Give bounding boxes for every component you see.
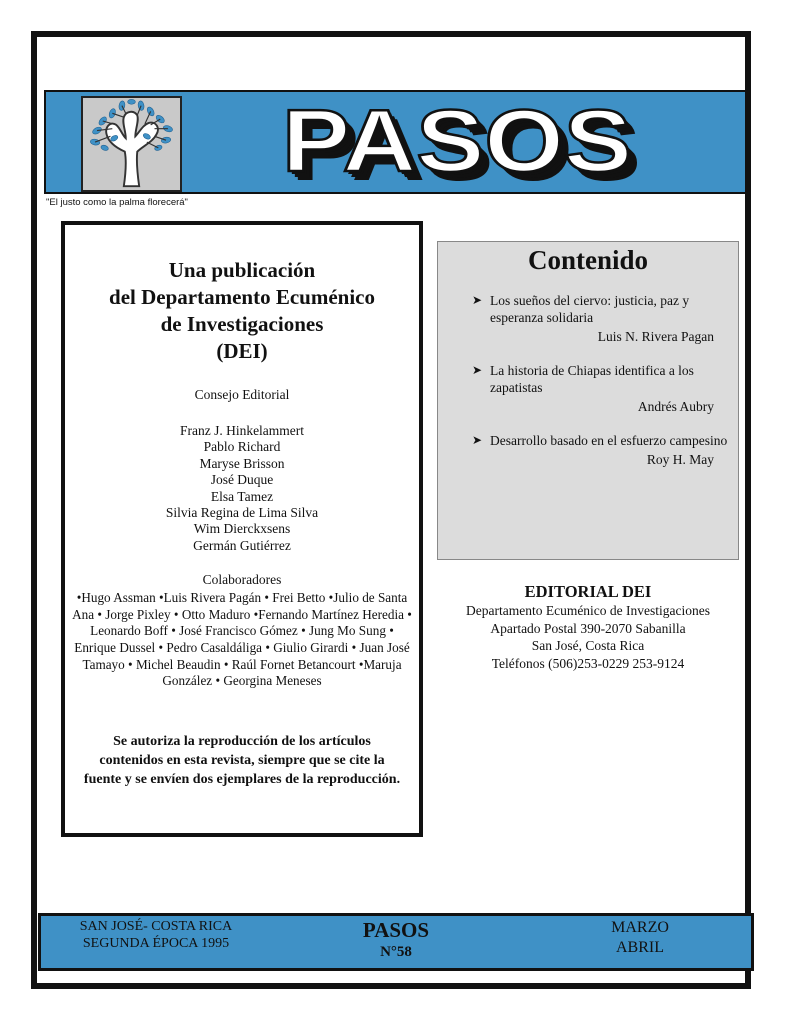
- list-item: [438, 362, 738, 415]
- footer-months: [590, 918, 690, 958]
- arrowhead-bullet-icon: ➤: [472, 363, 483, 377]
- footer-left-line: SAN JOSÉ- COSTA RICA: [79, 919, 233, 934]
- editorial-line: Departamento Ecuménico de Investigaciones: [465, 603, 711, 618]
- editorial-line: Teléfonos (506)253-0229 253-9124: [491, 655, 685, 671]
- board-label: Consejo Editorial: [194, 387, 290, 402]
- editorial-line: Apartado Postal 390-2070 Sabanilla: [490, 620, 686, 636]
- publisher-box: [61, 221, 423, 837]
- masthead-motto: "El justo como la palma florecerá": [46, 197, 188, 208]
- arrowhead-bullet-icon: ➤: [472, 293, 483, 307]
- board-members: [65, 423, 419, 554]
- contents-box: [437, 241, 739, 560]
- footer-issue: [336, 918, 456, 962]
- article-author: Luis N. Rivera Pagan: [597, 329, 714, 344]
- masthead-title-face: [282, 95, 632, 190]
- arrowhead-bullet-icon: ➤: [472, 433, 483, 447]
- board-member: José Duque: [210, 472, 274, 488]
- collaborators-list: •Hugo Assman •Luis Rivera Pagán • Frei Betto •Julio de Santa Ana • Jorge Pixley • Otto Maduro •Fernando Martínez Heredia • Leonardo Boff • José Francisco Gómez • Jung Mo Sung • Enrique Dussel • Pedro Casaldáliga • Giulio Girardi • Juan José Tamayo • Michel Beaudin • Raúl Fornet Betancourt •Maruja González • Georgina Meneses: [72, 590, 412, 689]
- article-title: La historia de Chiapas identifica a los zapatistas: [490, 363, 694, 395]
- publisher-title-line: Una publicación: [168, 258, 316, 282]
- board-member: Silvia Regina de Lima Silva: [165, 505, 319, 521]
- footer-month: ABRIL: [616, 939, 664, 956]
- footer-month: MARZO: [611, 919, 669, 936]
- footer-location: [70, 918, 242, 952]
- board-member: Maryse Brisson: [199, 455, 285, 471]
- editorial-line: San José, Costa Rica: [531, 638, 645, 653]
- article-author: Roy H. May: [646, 452, 714, 467]
- reproduction-notice: Se autoriza la reproducción de los artículos contenidos en esta revista, siempre que se cite la fuente y se envíen dos ejemplares de la reproducción.: [83, 733, 401, 787]
- collaborators-label: Colaboradores: [202, 572, 282, 588]
- contents-list: [438, 292, 738, 468]
- article-author: Andrés Aubry: [637, 399, 714, 414]
- footer-number: N°58: [380, 944, 412, 960]
- footer-left-line: SEGUNDA ÉPOCA 1995: [82, 936, 230, 951]
- board-member: Elsa Tamez: [210, 488, 274, 504]
- publisher-title-line: (DEI): [216, 339, 268, 363]
- publisher-title: [65, 257, 419, 365]
- board-member: Germán Gutiérrez: [193, 537, 291, 553]
- publisher-title-line: de Investigaciones: [160, 312, 324, 336]
- footer-title: PASOS: [362, 918, 430, 942]
- publisher-title-line: del Departamento Ecuménico: [109, 285, 375, 309]
- article-title: Desarrollo basado en el esfuerzo campesino: [490, 433, 728, 448]
- tree-logo-icon: [81, 96, 182, 192]
- list-item: [438, 292, 738, 345]
- board-member: Pablo Richard: [203, 439, 281, 455]
- article-title: Los sueños del ciervo: justicia, paz y esperanza solidaria: [490, 293, 690, 325]
- board-member: Wim Dierckxsens: [193, 521, 291, 537]
- editorial-block: [437, 582, 739, 672]
- editorial-title: EDITORIAL DEI: [524, 582, 652, 601]
- list-item: [438, 432, 738, 468]
- contents-title: Contenido: [527, 245, 649, 275]
- board-member: Franz J. Hinkelammert: [179, 423, 305, 438]
- masthead-title: [270, 95, 650, 191]
